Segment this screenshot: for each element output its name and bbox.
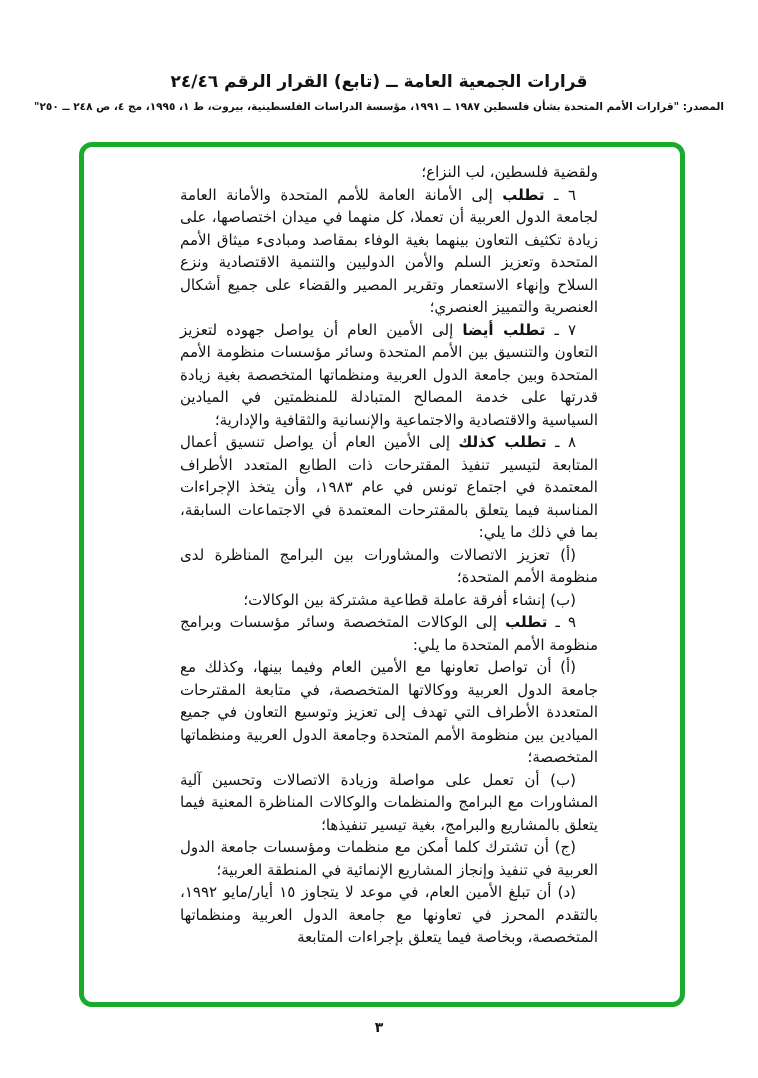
paragraph: ٩ ـ تطلب إلى الوكالات المتخصصة وسائر مؤسسات وبرامج منظومة الأمم المتحدة ما يلي:	[180, 613, 598, 654]
document-body	[84, 147, 680, 949]
paragraph: ٧ ـ تطلب أيضا إلى الأمين العام أن يواصل جهوده لتعزيز التعاون والتنسيق بين الأمم المتحدة وسائر مؤسسات منظومة الأمم المتحدة وبين جامعة الدول العربية ومنظماتها المتخصصة بغية زيادة قدرتها على خدمة المصالح المتبادلة للمنظمتين في الميادين السياسية والاقتصادية والاجتماعية والإنسانية والثقافية والإدارية؛	[180, 320, 598, 429]
paragraph: (د) أن تبلغ الأمين العام، في موعد لا يتجاوز ١٥ أيار/مايو ١٩٩٢، بالتقدم المحرز في تعاونها مع جامعة الدول العربية ومنظماتها المتخصصة، وبخاصة فيما يتعلق بإجراءات المتابعة	[180, 883, 598, 946]
paragraph: (أ) تعزيز الاتصالات والمشاورات بين البرامج المناظرة لدى منظومة الأمم المتحدة؛	[180, 545, 598, 586]
paragraph: (ج) أن تشترك كلما أمكن مع منظمات ومؤسسات جامعة الدول العربية في تنفيذ وإنجاز المشاريع الإنمائية في المنطقة العربية؛	[180, 838, 598, 879]
paragraph-lead-bold: تطلب	[505, 613, 548, 631]
paragraph: ولقضية فلسطين، لب النزاع؛	[421, 163, 598, 181]
paragraph: ٨ ـ تطلب كذلك إلى الأمين العام أن يواصل تنسيق أعمال المتابعة لتيسير تنفيذ المقترحات ذات الطابع المتعدد الأطراف المعتمدة في اجتماع تونس في عام ١٩٨٣، وأن يتخذ الإجراءات المناسبة فيما يتعلق بالمقترحات المعتمدة في الاجتماعات السابقة، بما في ذلك ما يلي:	[180, 433, 598, 541]
page-header-title: قرارات الجمعية العامة ــ (تابع) القرار الرقم ٢٤/٤٦	[170, 72, 588, 92]
paragraph-lead-bold: تطلب أيضا	[462, 320, 546, 339]
paragraph: ٦ ـ تطلب إلى الأمانة العامة للأمم المتحدة والأمانة العامة لجامعة الدول العربية أن تعملا، كل منهما في ميدان اختصاصها، على زيادة تكثيف التعاون بينهما بغية الوفاء بمقاصد ومبادىء ميثاق الأمم المتحدة وتعزيز السلم والأمن الدوليين والتنمية الاقتصادية ونزع السلاح وإنهاء الاستعمار وتقرير المصير والقضاء على جميع أشكال العنصرية والتمييز العنصري؛	[180, 185, 598, 316]
paragraph: (ب) إنشاء أفرقة عاملة قطاعية مشتركة بين الوكالات؛	[243, 590, 576, 609]
paragraph: (أ) أن تواصل تعاونها مع الأمين العام وفيما بينها، وكذلك مع جامعة الدول العربية ووكالاتها المتخصصة، في متابعة المقترحات المتعددة الأطراف التي تهدف إلى تعزيز وتوسيع التعاون في جميع الميادين بين منظومة الأمم المتحدة وجامعة الدول العربية ومنظماتها المتخصصة؛	[180, 658, 598, 766]
paragraph-lead-bold: تطلب	[502, 185, 545, 204]
resolution-box	[79, 142, 685, 1007]
source-citation-line: المصدر: "قرارات الأمم المتحدة بشأن فلسطين ١٩٨٧ ــ ١٩٩١، مؤسسة الدراسات الفلسطينية، بيروت، ط ١، ١٩٩٥، مج ٤، ص ٢٤٨ ــ ٢٥٠"	[34, 101, 724, 113]
paragraph: (ب) أن تعمل على مواصلة وزيادة الاتصالات وتحسين آلية المشاورات مع البرامج والمنظمات والوكالات المناظرة المعنية فيما يتعلق بالمشاريع والبرامج، بغية تيسير تنفيذها؛	[180, 770, 598, 834]
paragraph-lead-bold: تطلب كذلك	[458, 433, 547, 451]
page-number: ٣	[374, 1020, 384, 1036]
